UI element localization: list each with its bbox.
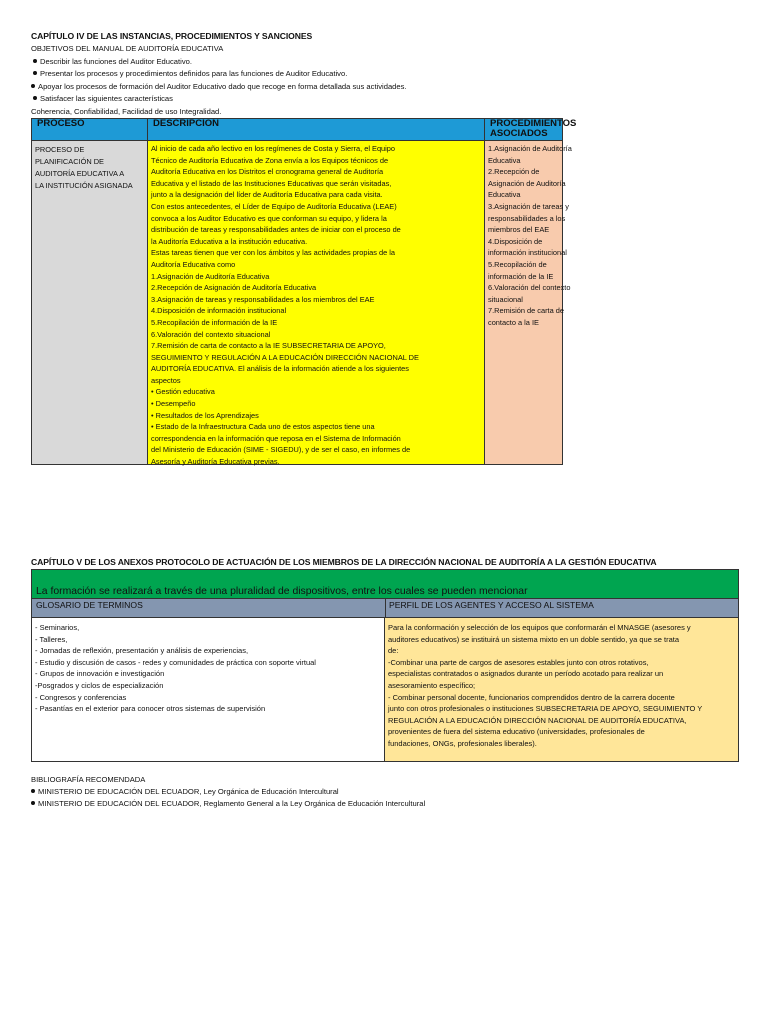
glossary-line: - Seminarios, xyxy=(35,623,80,632)
glossary-line: - Estudio y discusión de casos - redes y comunidades de práctica con soporte virtual xyxy=(35,657,316,667)
descripcion-line: aspectos xyxy=(151,375,181,385)
descripcion-line: 7.Remisión de carta de contacto a la IE SUBSECRETARIA DE APOYO, xyxy=(151,341,386,351)
bibliography-title: BIBLIOGRAFÍA RECOMENDADA xyxy=(31,775,146,784)
bullet-icon xyxy=(33,71,37,75)
descripcion-line: AUDITORÍA EDUCATIVA. El análisis de la información atiende a los siguientes xyxy=(151,364,409,374)
descripcion-line: la Auditoría Educativa a la institución educativa. xyxy=(151,236,308,246)
descripcion-line: Con estos antecedentes, el Líder de Equipo de Auditoría Educativa (LEAE) xyxy=(151,201,397,211)
descripcion-line: 5.Recopilación de información de la IE xyxy=(151,317,278,327)
profile-header: PERFIL DE LOS AGENTES Y ACCESO AL SISTEMA xyxy=(389,600,594,610)
chapter4-title: CAPÍTULO IV DE LAS INSTANCIAS, PROCEDIMIENTOS Y SANCIONES xyxy=(31,31,313,41)
descripcion-line: • Estado de la Infraestructura Cada uno de estos aspectos tiene una xyxy=(151,422,375,432)
descripcion-line: • Desempeño xyxy=(151,399,196,409)
glossary-header: GLOSARIO DE TERMINOS xyxy=(36,600,143,610)
glossary-line: -Posgrados y ciclos de especialización xyxy=(35,680,164,690)
descripcion-line: • Resultados de los Aprendizajes xyxy=(151,410,259,420)
bibliography-item: MINISTERIO DE EDUCACIÓN DEL ECUADOR, Ley Orgánica de Educación Intercultural xyxy=(31,787,339,796)
procedimientos-column xyxy=(485,118,577,464)
bullet-icon xyxy=(33,96,37,100)
profile-line: - Combinar personal docente, funcionarios comprendidos dentro de la carrera docente xyxy=(388,692,675,702)
descripcion-line: Técnico de Auditoría Educativa de Zona envía a los Equipos técnicos de xyxy=(151,155,389,165)
descripcion-header: DESCRIPCION xyxy=(148,119,484,141)
procedimientos-line: 6.Valoración del contexto xyxy=(488,283,571,293)
procedimientos-line: miembros del EAE xyxy=(488,225,550,235)
procedimientos-cell xyxy=(488,143,572,329)
descripcion-line: SEGUIMIENTO Y REGULACIÓN A LA EDUCACIÓN DIRECCIÓN NACIONAL DE xyxy=(151,352,419,362)
profile-cell xyxy=(385,618,738,761)
process-table xyxy=(31,118,577,467)
descripcion-line: 2.Recepción de Asignación de Auditoría Educativa xyxy=(151,283,317,293)
descripcion-column xyxy=(148,118,485,467)
procedimientos-line: 1.Asignación de Auditoría xyxy=(488,144,572,153)
descripcion-line: Asesoría y Auditoría Educativa previas. xyxy=(151,457,280,467)
descripcion-line: Auditoría Educativa en los Distritos el cronograma general de Auditoría xyxy=(151,167,384,177)
profile-line: Para la conformación y selección de los equipos que conformarán el MNASGE (asesores y xyxy=(388,623,691,632)
glossary-line: - Jornadas de reflexión, presentación y análisis de experiencias, xyxy=(35,646,249,656)
proceso-column xyxy=(32,119,148,464)
bullet-icon xyxy=(31,789,35,793)
descripcion-line: Estas tareas tienen que ver con los ámbitos y las actividades propias de la xyxy=(151,248,396,258)
bullet-icon xyxy=(31,801,35,805)
descripcion-line: Auditoría Educativa como xyxy=(151,259,236,269)
objective-item: Apoyar los procesos de formación del Auditor Educativo dado que recoge en forma detallada sus actividades. xyxy=(31,82,407,91)
descripcion-cell xyxy=(151,143,481,468)
procedimientos-line: Educativa xyxy=(488,190,521,200)
descripcion-line: 4.Disposición de información institucional xyxy=(151,306,287,316)
profile-line: -Combinar una parte de cargos de asesores estables junto con otros rotativos, xyxy=(388,657,649,667)
characteristics-text: Coherencia, Confiabilidad, Facilidad de uso Integralidad. xyxy=(31,107,222,116)
descripcion-line: distribución de tareas y responsabilidades antes de iniciar con el proceso de xyxy=(151,225,401,235)
chapter5-title: CAPÍTULO V DE LOS ANEXOS PROTOCOLO DE ACTUACIÓN DE LOS MIEMBROS DE LA DIRECCIÓN NACIONAL DE AUDITORÍA A LA GESTIÓN EDUCATIVA xyxy=(31,557,657,567)
descripcion-line: convoca a los Auditor Educativo es que conforman su equipo, y lidera la xyxy=(151,213,387,223)
profile-line: auditores educativos) se instituirá un sistema mixto en un doble sentido, ya que se trata xyxy=(388,634,679,644)
glossary-line: - Talleres, xyxy=(35,634,68,644)
proceso-header: PROCESO xyxy=(32,119,147,141)
profile-line: junto con otros profesionales o instituciones SUBSECRETARIA DE APOYO, SEGUIMIENTO Y xyxy=(388,704,703,714)
procedimientos-line: 5.Recopilación de xyxy=(488,259,547,269)
descripcion-line: 1.Asignación de Auditoría Educativa xyxy=(151,271,270,281)
bullet-icon xyxy=(33,59,37,63)
procedimientos-line: información institucional xyxy=(488,248,567,258)
glossary-line: - Congresos y conferencias xyxy=(35,692,127,702)
training-banner: La formación se realizará a través de una pluralidad de dispositivos, entre los cuales se pueden mencionar xyxy=(32,570,738,599)
procedimientos-header: PROCEDIMIENTOS ASOCIADOS xyxy=(485,119,562,141)
procedimientos-line: responsabilidades a los xyxy=(488,213,566,223)
procedimientos-line: contacto a la IE xyxy=(488,317,539,327)
descripcion-line: 6.Valoración del contexto situacional xyxy=(151,329,271,339)
profile-line: de: xyxy=(388,646,399,656)
profile-line: fundaciones, ONGs, profesionales liberales). xyxy=(388,738,537,748)
glossary-line: - Pasantías en el exterior para conocer otros sistemas de supervisión xyxy=(35,704,266,714)
procedimientos-line: información de la IE xyxy=(488,271,554,281)
descripcion-line: correspondencia en la información que reposa en el Sistema de Información xyxy=(151,433,401,443)
procedimientos-line: Educativa xyxy=(488,155,521,165)
training-table xyxy=(31,569,739,762)
descripcion-line: Al inicio de cada año lectivo en los regímenes de Costa y Sierra, el Equipo xyxy=(151,144,396,153)
profile-line: asesoramiento específico; xyxy=(388,680,476,690)
bibliography-item: MINISTERIO DE EDUCACIÓN DEL ECUADOR, Reglamento General a la Ley Orgánica de Educación Intercultural xyxy=(31,799,425,808)
descripcion-line: 3.Asignación de tareas y responsabilidades a los miembros del EAE xyxy=(151,294,375,304)
procedimientos-line: Asignación de Auditoría xyxy=(488,178,566,188)
objective-item: Satisfacer las siguientes características xyxy=(33,94,173,103)
objectives-title: OBJETIVOS DEL MANUAL DE AUDITORÍA EDUCATIVA xyxy=(31,44,224,53)
procedimientos-line: 3.Asignación de tareas y xyxy=(488,201,569,211)
glossary-line: - Grupos de innovación e investigación xyxy=(35,669,165,679)
procedimientos-line: 2.Recepción de xyxy=(488,167,540,177)
descripcion-line: • Gestión educativa xyxy=(151,387,215,397)
profile-line: especialistas contratados o asignados durante un período acotado para realizar un xyxy=(388,669,664,679)
procedimientos-line: 7.Remisión de carta de xyxy=(488,306,564,316)
profile-line: REGULACIÓN A LA EDUCACIÓN DIRECCIÓN NACIONAL DE AUDITORÍA EDUCATIVA, xyxy=(388,715,687,725)
descripcion-line: junto a la designación del líder de Auditoría Educativa para cada visita. xyxy=(151,190,383,200)
descripcion-line: Educativa y el listado de las Instituciones Educativas que serán visitadas, xyxy=(151,178,392,188)
procedimientos-line: situacional xyxy=(488,294,523,304)
objective-item: Presentar los procesos y procedimientos definidos para las funciones de Auditor Educativo. xyxy=(33,69,347,78)
objective-item: Describir las funciones del Auditor Educativo. xyxy=(33,57,192,66)
descripcion-line: del Ministerio de Educación (SIME - SIGEDU), y de ser el caso, en informes de xyxy=(151,445,411,455)
procedimientos-line: 4.Disposición de xyxy=(488,236,543,246)
glossary-cell xyxy=(32,618,385,761)
proceso-cell: PROCESO DE PLANIFICACIÓN DE AUDITORÍA EDUCATIVA A LA INSTITUCIÓN ASIGNADA xyxy=(35,145,133,190)
bullet-icon xyxy=(31,84,35,88)
profile-line: provenientes de fuera del sistema educativo (universidades, profesionales de xyxy=(388,727,645,737)
